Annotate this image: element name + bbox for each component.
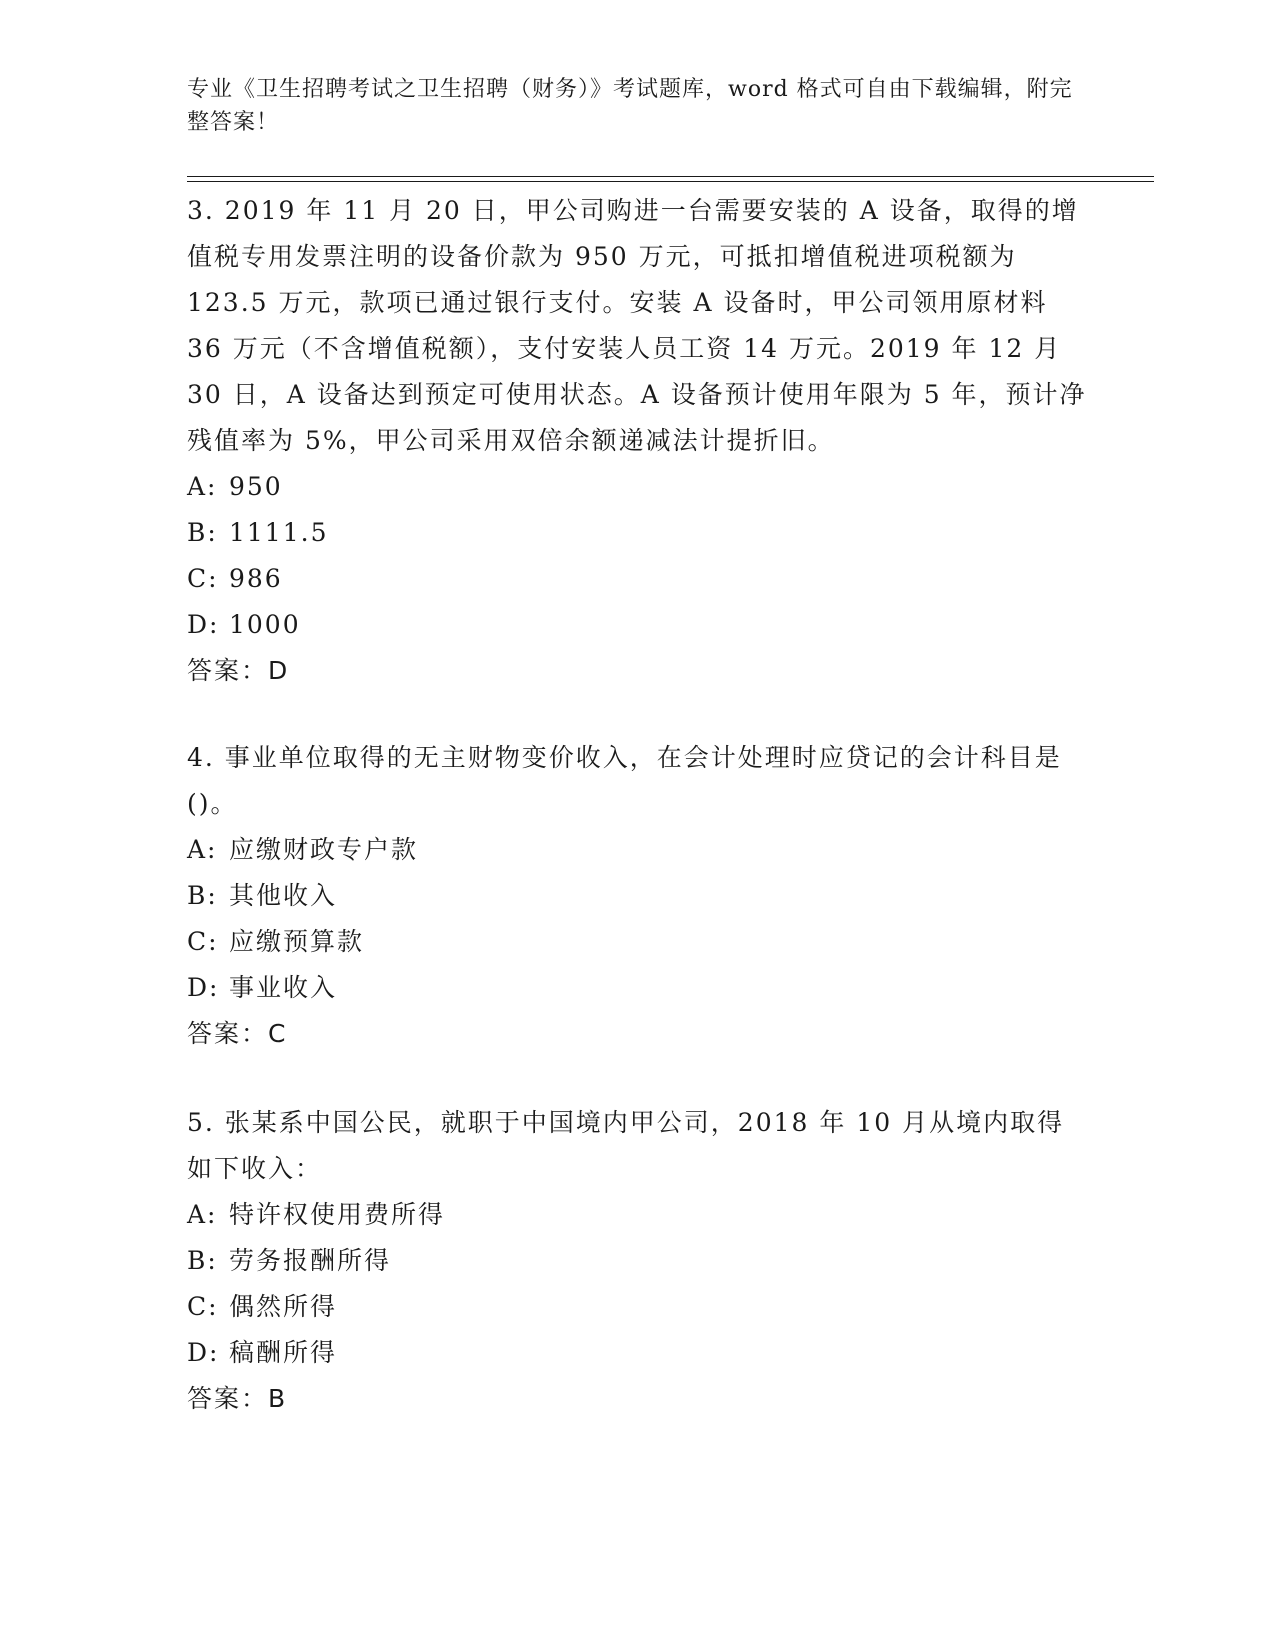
option-c	[187, 556, 1087, 602]
option-label: C:	[187, 564, 219, 593]
option-b	[187, 1238, 1087, 1284]
header-divider-top	[187, 176, 1154, 177]
option-label: B:	[187, 518, 218, 547]
question-stem: 5. 张某系中国公民，就职于中国境内甲公司，2018 年 10 月从境内取得如下收入：	[187, 1108, 1065, 1183]
option-a	[187, 827, 1087, 873]
option-text: 特许权使用费所得	[229, 1200, 446, 1229]
option-b	[187, 510, 1087, 556]
answer-line: 答案：C	[187, 1019, 288, 1048]
option-label: D:	[187, 610, 220, 639]
option-text: 1000	[229, 610, 301, 639]
option-a	[187, 1192, 1087, 1238]
option-label: A:	[187, 835, 218, 864]
option-c	[187, 919, 1087, 965]
option-label: A:	[187, 472, 218, 501]
option-label: B:	[187, 1246, 218, 1275]
question-4	[187, 735, 1087, 1057]
option-label: D:	[187, 973, 220, 1002]
document-header: 专业《卫生招聘考试之卫生招聘（财务）》考试题库，word 格式可自由下载编辑，附完整答案！	[187, 77, 1073, 135]
option-text: 稿酬所得	[229, 1338, 338, 1367]
option-label: B:	[187, 881, 218, 910]
header-divider-bottom	[187, 181, 1154, 182]
option-text: 应缴财政专户款	[229, 835, 419, 864]
option-text: 其他收入	[229, 881, 338, 910]
option-text: 应缴预算款	[229, 927, 365, 956]
option-label: C:	[187, 1292, 219, 1321]
option-text: 1111.5	[229, 518, 329, 547]
option-text: 偶然所得	[229, 1292, 338, 1321]
question-3	[187, 188, 1087, 694]
option-label: A:	[187, 1200, 218, 1229]
option-d	[187, 602, 1087, 648]
option-c	[187, 1284, 1087, 1330]
option-text: 事业收入	[229, 973, 338, 1002]
option-d	[187, 1330, 1087, 1376]
option-text: 劳务报酬所得	[229, 1246, 392, 1275]
answer-line: 答案：B	[187, 1384, 288, 1413]
option-d	[187, 965, 1087, 1011]
option-text: 950	[229, 472, 283, 501]
option-text: 986	[229, 564, 283, 593]
question-stem: 3. 2019 年 11 月 20 日，甲公司购进一台需要安装的 A 设备，取得的增值税专用发票注明的设备价款为 950 万元，可抵扣增值税进项税额为 123.5 万元，款项已通过银行支付。安装 A 设备时，甲公司领用原材料 36 万元（不含增值税额），支付安装人员工资 14 万元。2019 年 12 月 30 日，A 设备达到预定可使用状态。A 设备预计使用年限为 5 年，预计净残值率为 5%，甲公司采用双倍余额递减法计提折旧。	[187, 196, 1087, 455]
option-b	[187, 873, 1087, 919]
option-a	[187, 464, 1087, 510]
answer-line: 答案：D	[187, 656, 290, 685]
question-5	[187, 1100, 1087, 1422]
option-label: D:	[187, 1338, 220, 1367]
option-label: C:	[187, 927, 219, 956]
question-stem: 4. 事业单位取得的无主财物变价收入，在会计处理时应贷记的会计科目是()。	[187, 743, 1062, 818]
